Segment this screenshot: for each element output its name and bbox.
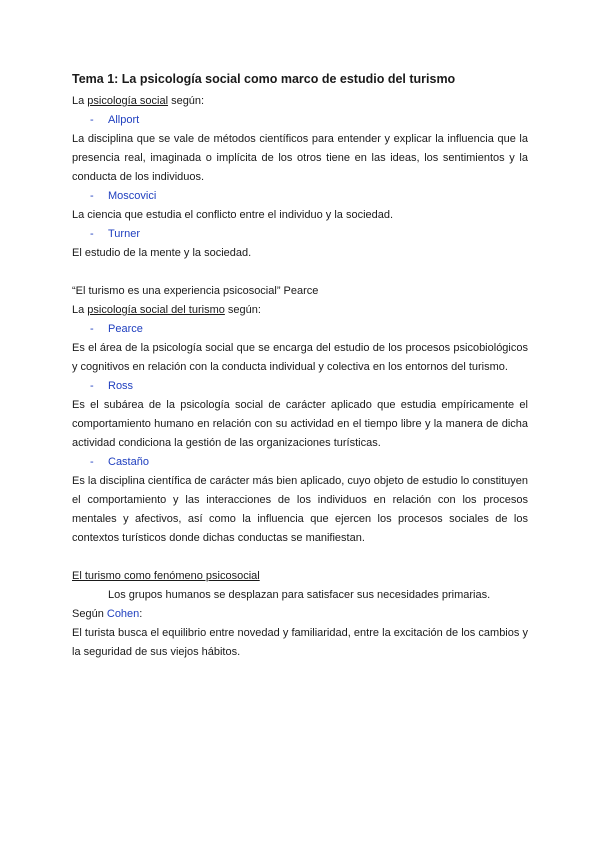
page-title: Tema 1: La psicología social como marco de estudio del turismo xyxy=(72,72,456,86)
author-castano: Castaño xyxy=(108,456,149,468)
definition-moscovici: La ciencia que estudia el conflicto entre el individuo y la sociedad. xyxy=(72,209,394,221)
definition-ross: Es el subárea de la psicología social de carácter aplicado que estudia empíricamente el comportamiento humano en relación con su actividad en el tiempo libre y la manera de dicha actividad condiciona la gestión de las organizaciones turísticas. xyxy=(72,399,528,449)
intro-text-end: según: xyxy=(224,304,261,316)
author-turner: Turner xyxy=(108,228,140,240)
definition-pearce: Es el área de la psicología social que se encarga del estudio de los procesos psicobiológicos y cognitivos en relación con la conducta individual y colectiva en los entornos del turismo. xyxy=(72,342,528,373)
dash: - xyxy=(90,323,94,335)
definition-cohen: El turista busca el equilibrio entre novedad y familiaridad, entre la excitación de los cambios y la seguridad de sus viejos hábitos. xyxy=(72,627,528,658)
definition-turner: El estudio de la mente y la sociedad. xyxy=(72,247,252,259)
list-item xyxy=(72,377,528,396)
dash: - xyxy=(90,380,94,392)
definition-allport: La disciplina que se vale de métodos científicos para entender y explicar la influencia que la presencia real, imaginada o implícita de los otros tiene en las ideas, los sentimientos y la conducta de los individuos. xyxy=(72,133,528,183)
list-item xyxy=(72,225,528,244)
section2-intro xyxy=(72,301,528,320)
dash: - xyxy=(90,228,94,240)
section1-intro xyxy=(72,92,528,111)
list-item xyxy=(72,111,528,130)
list-item xyxy=(72,453,528,472)
dash: - xyxy=(90,456,94,468)
author-moscovici: Moscovici xyxy=(108,190,157,202)
intro-text: La xyxy=(72,304,88,316)
dash: - xyxy=(90,114,94,126)
dash: - xyxy=(90,190,94,202)
author-cohen: Cohen xyxy=(106,608,140,620)
author-pearce: Pearce xyxy=(108,323,143,335)
segun-cohen xyxy=(72,605,528,624)
section3-indented: Los grupos humanos se desplazan para satisfacer sus necesidades primarias. xyxy=(108,589,491,601)
definition-castano: Es la disciplina científica de carácter más bien aplicado, cuyo objeto de estudio lo constituyen el comportamiento y las interacciones de los individuos en relación con los procesos mentales y afectivos, así como la influencia que ejercen los procesos sociales de los contextos turísticos donde dichas conductas se manifiestan. xyxy=(72,475,528,544)
author-ross: Ross xyxy=(108,380,134,392)
pearce-quote: “El turismo es una experiencia psicosocial” Pearce xyxy=(72,285,319,297)
intro-text: La xyxy=(72,95,88,107)
list-item xyxy=(72,320,528,339)
section3-heading: El turismo como fenómeno psicosocial xyxy=(72,570,260,582)
author-allport: Allport xyxy=(108,114,140,126)
intro-text-end: según: xyxy=(168,95,205,107)
list-item xyxy=(72,187,528,206)
segun-colon: : xyxy=(139,608,143,620)
segun-text: Según xyxy=(72,608,107,620)
psicologia-social-term: psicología social xyxy=(87,95,169,107)
psicologia-social-turismo-term: psicología social del turismo xyxy=(87,304,225,316)
